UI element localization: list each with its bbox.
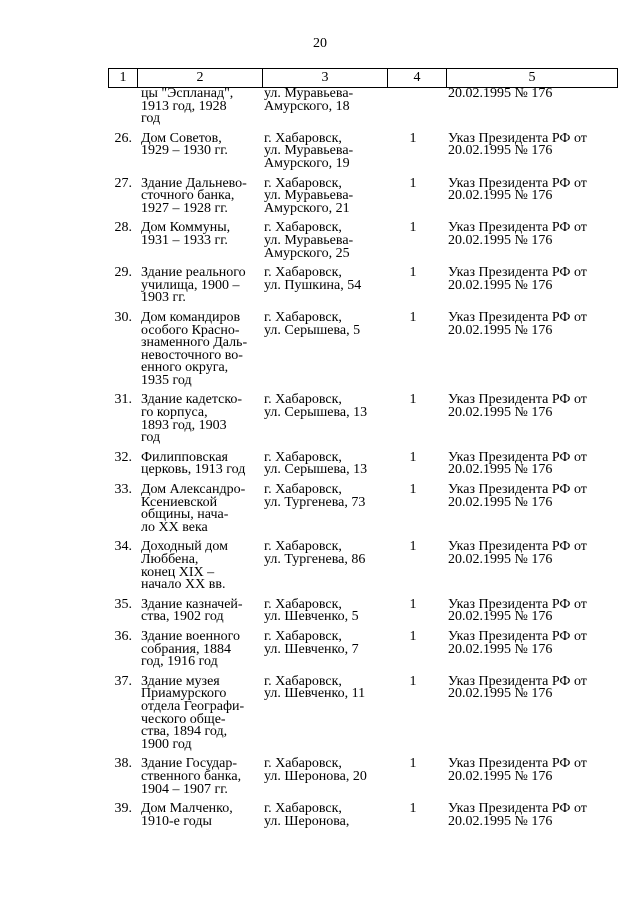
row-number: 33. — [114, 482, 132, 498]
monument-address: г. Хабаровск, ул. Муравьева- Амурского, 19 — [264, 130, 354, 171]
row-number: 27. — [114, 175, 132, 191]
table-row — [108, 628, 612, 670]
row-number: 26. — [114, 130, 132, 146]
monument-category: 1 — [409, 392, 417, 408]
page-number: 20 — [313, 36, 327, 51]
monument-category: 1 — [409, 801, 417, 817]
monument-category: 1 — [409, 175, 417, 191]
monument-name: цы "Эспланад", 1913 год, 1928 год — [141, 86, 234, 127]
table-body — [108, 88, 612, 828]
monument-name: Здание Государ- ственного банка, 1904 – 1907 гг. — [141, 756, 242, 797]
monument-address: г. Хабаровск, ул. Пушкина, 54 — [264, 265, 362, 293]
monument-address: г. Хабаровск, ул. Муравьева- Амурского, 21 — [264, 175, 354, 216]
monument-address: г. Хабаровск, ул. Шеронова, 20 — [264, 756, 367, 784]
row-number: 30. — [114, 309, 132, 325]
legal-document: Указ Президента РФ от 20.02.1995 № 176 — [448, 628, 587, 657]
monument-address: г. Хабаровск, ул. Шевченко, 7 — [264, 628, 359, 657]
row-number: 29. — [114, 265, 132, 281]
monument-name: Дом Коммуны, 1931 – 1933 гг. — [141, 220, 231, 248]
monument-address: г. Хабаровск, ул. Тургенева, 86 — [264, 539, 366, 567]
monument-name: Здание казначей- ства, 1902 год — [141, 596, 243, 625]
row-number: 31. — [114, 392, 132, 408]
row-number: 35. — [114, 596, 132, 612]
legal-document: Указ Президента РФ от 20.02.1995 № 176 — [448, 309, 587, 338]
monument-name: Дом Малченко, 1910-е годы — [141, 801, 233, 829]
header-col-5: 5 — [447, 69, 618, 88]
monument-address: г. Хабаровск, ул. Шевченко, 11 — [264, 673, 366, 702]
table-row — [108, 596, 612, 625]
monument-address: г. Хабаровск, ул. Тургенева, 73 — [264, 482, 366, 510]
monument-category: 1 — [409, 756, 417, 772]
table-row — [108, 758, 612, 796]
legal-document: Указ Президента РФ от 20.02.1995 № 176 — [448, 482, 587, 510]
legal-document: Указ Президента РФ от 20.02.1995 № 176 — [448, 596, 587, 625]
table-row — [108, 449, 612, 478]
table-row — [108, 394, 612, 444]
monument-name: Доходный дом Люббена, конец XIX – начало XX вв. — [141, 539, 228, 593]
monument-name: Здание музея Приамурского отдела Географи- ческого обще- ства, 1894 год, 1900 год — [141, 673, 245, 752]
row-number: 38. — [114, 756, 132, 772]
monument-name: Здание военного собрания, 1884 год, 1916 год — [141, 628, 240, 670]
legal-document: Указ Президента РФ от 20.02.1995 № 176 — [448, 539, 587, 567]
monument-category — [384, 88, 442, 126]
legal-document: Указ Президента РФ от 20.02.1995 № 176 — [448, 265, 587, 293]
monument-address: г. Хабаровск, ул. Серышева, 5 — [264, 309, 361, 338]
monument-name: Филипповская церковь, 1913 год — [141, 449, 246, 478]
row-number: 37. — [114, 673, 132, 689]
header-col-1: 1 — [109, 69, 138, 88]
legal-document: Указ Президента РФ от 20.02.1995 № 176 — [448, 130, 587, 159]
table-row — [108, 267, 612, 305]
table-row — [108, 88, 612, 126]
monument-category: 1 — [409, 220, 417, 236]
legal-document: Указ Президента РФ от 20.02.1995 № 176 — [448, 175, 587, 204]
table-row — [108, 175, 612, 216]
monument-address: г. Хабаровск, ул. Муравьева- Амурского, 25 — [264, 220, 354, 261]
monument-name: Дом Александро- Ксениевской общины, нача- ло XX века — [141, 482, 246, 535]
row-number: 34. — [114, 539, 132, 555]
table-row — [108, 222, 612, 260]
row-number — [108, 88, 136, 126]
monument-category: 1 — [409, 596, 417, 612]
monument-address: г. Хабаровск, ул. Шеронова, — [264, 801, 350, 829]
row-number: 39. — [114, 801, 132, 817]
legal-document: Указ Президента РФ от 20.02.1995 № 176 — [448, 449, 587, 478]
table-row — [108, 484, 612, 534]
table-row — [108, 673, 612, 752]
header-col-4: 4 — [388, 69, 447, 88]
row-number: 28. — [114, 220, 132, 236]
row-number: 36. — [114, 628, 132, 644]
legal-document: 20.02.1995 № 176 — [448, 86, 553, 101]
monument-address: ул. Муравьева- Амурского, 18 — [264, 86, 354, 114]
table-row — [108, 309, 612, 388]
legal-document: Указ Президента РФ от 20.02.1995 № 176 — [448, 392, 587, 421]
monument-category: 1 — [409, 449, 417, 465]
monument-category: 1 — [409, 265, 417, 281]
legal-document: Указ Президента РФ от 20.02.1995 № 176 — [448, 756, 587, 784]
table-header — [108, 68, 618, 88]
table-row — [108, 541, 612, 591]
monument-name: Здание реального училища, 1900 – 1903 гг. — [141, 265, 246, 306]
monument-name: Здание Дальнево- сточного банка, 1927 – 1928 гг. — [141, 175, 247, 216]
legal-document: Указ Президента РФ от 20.02.1995 № 176 — [448, 673, 587, 702]
monument-category: 1 — [409, 673, 417, 689]
monument-category: 1 — [409, 628, 417, 644]
monument-name: Дом командиров особого Красно- знаменного Даль- невосточного во- енного округа, 1935 год — [141, 309, 248, 388]
legal-document: Указ Президента РФ от 20.02.1995 № 176 — [448, 801, 587, 829]
table-row — [108, 803, 612, 828]
header-col-3: 3 — [263, 69, 388, 88]
header-col-2: 2 — [138, 69, 263, 88]
monument-address: г. Хабаровск, ул. Серышева, 13 — [264, 449, 368, 478]
row-number: 32. — [114, 449, 132, 465]
legal-document: Указ Президента РФ от 20.02.1995 № 176 — [448, 220, 587, 248]
monument-name: Дом Советов, 1929 – 1930 гг. — [141, 130, 228, 159]
monument-category: 1 — [409, 482, 417, 498]
monument-category: 1 — [409, 539, 417, 555]
monument-address: г. Хабаровск, ул. Шевченко, 5 — [264, 596, 359, 625]
monument-category: 1 — [409, 130, 417, 146]
monument-address: г. Хабаровск, ул. Серышева, 13 — [264, 392, 368, 421]
table-row — [108, 130, 612, 171]
monument-name: Здание кадетско- го корпуса, 1893 год, 1903 год — [141, 392, 243, 446]
monument-category: 1 — [409, 309, 417, 325]
